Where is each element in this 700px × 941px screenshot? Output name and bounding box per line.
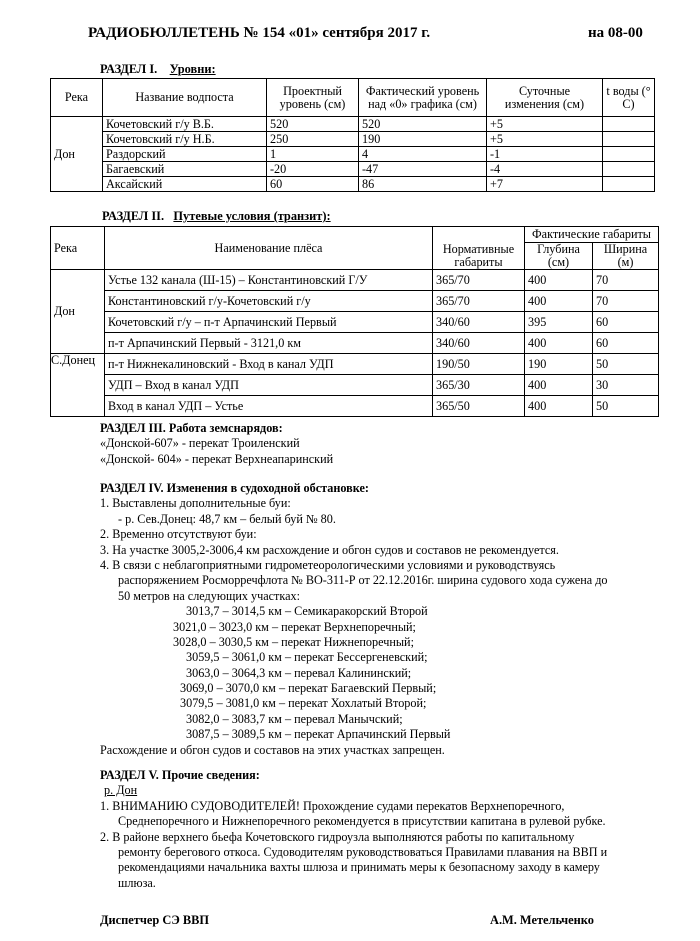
- section2-title-prefix: РАЗДЕЛ II.: [102, 209, 165, 223]
- route-width: 30: [593, 375, 659, 396]
- section1-title-name: Уровни:: [169, 62, 216, 76]
- dredger-line: «Донской- 604» - перекат Верхнеапаринский: [100, 451, 334, 466]
- table-row: [51, 354, 659, 375]
- route-header-river: Река: [51, 227, 105, 270]
- level-change: -4: [487, 162, 603, 177]
- section5: [100, 768, 660, 891]
- route-header-depth: Глубина (см): [525, 243, 593, 270]
- bulletin-time: на 08-00: [588, 25, 643, 41]
- dredger-line: «Донской-607» - перекат Троиленский: [100, 436, 300, 451]
- section4-closing: Расхождение и обгон судов и составов на этих участках запрещен.: [100, 742, 445, 757]
- section5-river: р. Дон: [104, 783, 138, 798]
- section5-item2-line4: шлюза.: [118, 875, 156, 890]
- route-river: С.Донец: [51, 354, 105, 417]
- narrowing-segment: 3082,0 – 3083,7 км – перевал Манычский;: [186, 711, 403, 726]
- levels-header-actual: Фактический уровень над «0» графика (см): [359, 79, 487, 117]
- section4-item4-line3: 50 метров на следующих участках:: [118, 588, 300, 603]
- levels-header-temp: t воды (° С): [603, 79, 655, 117]
- section5-item1-line2: Среднепоречного и Нижнепоречного рекомендуется в присутствии капитана в рулевой рубке.: [118, 814, 606, 829]
- dispatcher-name: А.М. Метельченко: [490, 913, 594, 927]
- section4-item1-sub: - р. Сев.Донец: 48,7 км – белый буй № 80.: [118, 511, 336, 526]
- route-norm: 365/70: [433, 270, 525, 291]
- levels-header-river: Река: [51, 79, 103, 117]
- narrowing-segment: 3069,0 – 3070,0 км – перекат Багаевский Первый;: [180, 681, 437, 696]
- level-post: Кочетовский г/у В.Б.: [103, 117, 267, 132]
- route-header-reach: Наименование плёса: [105, 227, 433, 270]
- section4-title: РАЗДЕЛ IV. Изменения в судоходной обстановке:: [100, 481, 369, 495]
- narrowing-segment: 3087,5 – 3089,5 км – перекат Арпачинский Первый: [186, 727, 451, 742]
- level-actual: 4: [359, 147, 487, 162]
- route-width: 50: [593, 396, 659, 417]
- levels-river: Дон: [51, 117, 103, 192]
- level-change: +7: [487, 177, 603, 192]
- section2-title-name: Путевые условия (транзит):: [173, 209, 331, 223]
- route-reach: п-т Арпачинский Первый - 3121,0 км: [105, 333, 433, 354]
- bulletin-title: РАДИОБЮЛЛЕТЕНЬ № 154 «01» сентября 2017 г.: [88, 25, 431, 41]
- table-row: [51, 312, 659, 333]
- table-row: [51, 375, 659, 396]
- route-reach: УДП – Вход в канал УДП: [105, 375, 433, 396]
- section5-item1-line1: 1. ВНИМАНИЮ СУДОВОДИТЕЛЕЙ! Прохождение судами перекатов Верхнепоречного,: [100, 798, 565, 813]
- level-actual: -47: [359, 162, 487, 177]
- table-row: [51, 291, 659, 312]
- route-depth: 400: [525, 270, 593, 291]
- route-reach: п-т Нижнекалиновский - Вход в канал УДП: [105, 354, 433, 375]
- route-width: 70: [593, 291, 659, 312]
- level-post: Багаевский: [103, 162, 267, 177]
- level-change: -1: [487, 147, 603, 162]
- route-reach: Устье 132 канала (Ш-15) – Константиновский Г/У: [105, 270, 433, 291]
- table-row: [51, 396, 659, 417]
- levels-header-change: Суточные изменения (см): [487, 79, 603, 117]
- level-project: 1: [267, 147, 359, 162]
- section4-item3: 3. На участке 3005,2-3006,4 км расхождение и обгон судов и составов не рекомендуется.: [100, 542, 559, 557]
- route-depth: 400: [525, 291, 593, 312]
- section4-item2: 2. Временно отсутствуют буи:: [100, 527, 257, 542]
- section5-item2-line1: 2. В районе верхнего бьефа Кочетовского гидроузла выполняются работы по капитальному: [100, 829, 575, 844]
- route-depth: 190: [525, 354, 593, 375]
- levels-table: [50, 78, 655, 192]
- level-post: Раздорский: [103, 147, 267, 162]
- table-row: [51, 333, 659, 354]
- section3: [100, 421, 660, 467]
- section3-title: РАЗДЕЛ III. Работа земснарядов:: [100, 421, 283, 435]
- route-river: Дон: [51, 270, 105, 354]
- table-row: [51, 270, 659, 291]
- route-reach: Вход в канал УДП – Устье: [105, 396, 433, 417]
- section4-item1: 1. Выставлены дополнительные буи:: [100, 496, 291, 511]
- level-change: +5: [487, 117, 603, 132]
- level-temp: [603, 117, 655, 132]
- route-depth: 400: [525, 333, 593, 354]
- route-depth: 395: [525, 312, 593, 333]
- route-width: 60: [593, 333, 659, 354]
- levels-header-project: Проектный уровень (см): [267, 79, 359, 117]
- route-reach: Кочетовский г/у – п-т Арпачинский Первый: [105, 312, 433, 333]
- level-temp: [603, 177, 655, 192]
- narrowing-segment: 3063,0 – 3064,3 км – перевал Калининский;: [186, 665, 412, 680]
- section2-title: [102, 209, 331, 224]
- levels-header-post: Название водпоста: [103, 79, 267, 117]
- route-width: 50: [593, 354, 659, 375]
- level-temp: [603, 162, 655, 177]
- route-norm: 365/50: [433, 396, 525, 417]
- level-change: +5: [487, 132, 603, 147]
- levels-header-row: [51, 79, 655, 117]
- level-temp: [603, 147, 655, 162]
- table-row: [51, 162, 655, 177]
- section5-item2-line3: рекомендациями начальника вахты шлюза и принимать меры к безопасному заходу в камеру: [118, 860, 600, 875]
- section1-title: [100, 62, 216, 77]
- route-header-width: Ширина (м): [593, 243, 659, 270]
- route-width: 60: [593, 312, 659, 333]
- level-project: -20: [267, 162, 359, 177]
- level-project: 250: [267, 132, 359, 147]
- section4-item4-line1: 4. В связи с неблагоприятными гидрометеорологическими условиями и руководствуясь: [100, 557, 556, 572]
- narrowing-segment: 3079,5 – 3081,0 км – перекат Хохлатый Второй;: [180, 696, 427, 711]
- route-header-norm: Нормативные габариты: [433, 227, 525, 270]
- route-norm: 365/30: [433, 375, 525, 396]
- route-norm: 365/70: [433, 291, 525, 312]
- table-row: [51, 177, 655, 192]
- section5-item2-line2: ремонту берегового откоса. Судоводителям руководствоваться Правилами плавания на ВВП и: [118, 844, 608, 859]
- route-norm: 190/50: [433, 354, 525, 375]
- section4: [100, 481, 660, 758]
- narrowing-segment: 3028,0 – 3030,5 км – перекат Нижнепоречный;: [173, 634, 414, 649]
- route-norm: 340/60: [433, 312, 525, 333]
- route-table: [50, 226, 659, 417]
- route-depth: 400: [525, 396, 593, 417]
- level-post: Аксайский: [103, 177, 267, 192]
- route-norm: 340/60: [433, 333, 525, 354]
- section5-title: РАЗДЕЛ V. Прочие сведения:: [100, 768, 260, 782]
- narrowing-segment: 3021,0 – 3023,0 км – перекат Верхнепоречный;: [173, 619, 416, 634]
- section4-item4-line2: распоряжением Росморречфлота № ВО-311-Р от 22.12.2016г. ширина судового хода сужена до: [118, 573, 608, 588]
- table-row: [51, 117, 655, 132]
- level-actual: 190: [359, 132, 487, 147]
- narrowing-segment: 3013,7 – 3014,5 км – Семикаракорский Второй: [186, 604, 428, 619]
- dispatcher-label: Диспетчер СЭ ВВП: [100, 913, 209, 927]
- table-row: [51, 147, 655, 162]
- route-reach: Константиновский г/у-Кочетовский г/у: [105, 291, 433, 312]
- level-actual: 86: [359, 177, 487, 192]
- level-project: 60: [267, 177, 359, 192]
- level-post: Кочетовский г/у Н.Б.: [103, 132, 267, 147]
- table-row: [51, 132, 655, 147]
- route-width: 70: [593, 270, 659, 291]
- level-project: 520: [267, 117, 359, 132]
- level-temp: [603, 132, 655, 147]
- level-actual: 520: [359, 117, 487, 132]
- route-header-actual: Фактические габариты: [525, 227, 659, 243]
- narrowing-segment: 3059,5 – 3061,0 км – перекат Бессергеневский;: [186, 650, 428, 665]
- route-depth: 400: [525, 375, 593, 396]
- section1-title-prefix: РАЗДЕЛ I.: [100, 62, 158, 76]
